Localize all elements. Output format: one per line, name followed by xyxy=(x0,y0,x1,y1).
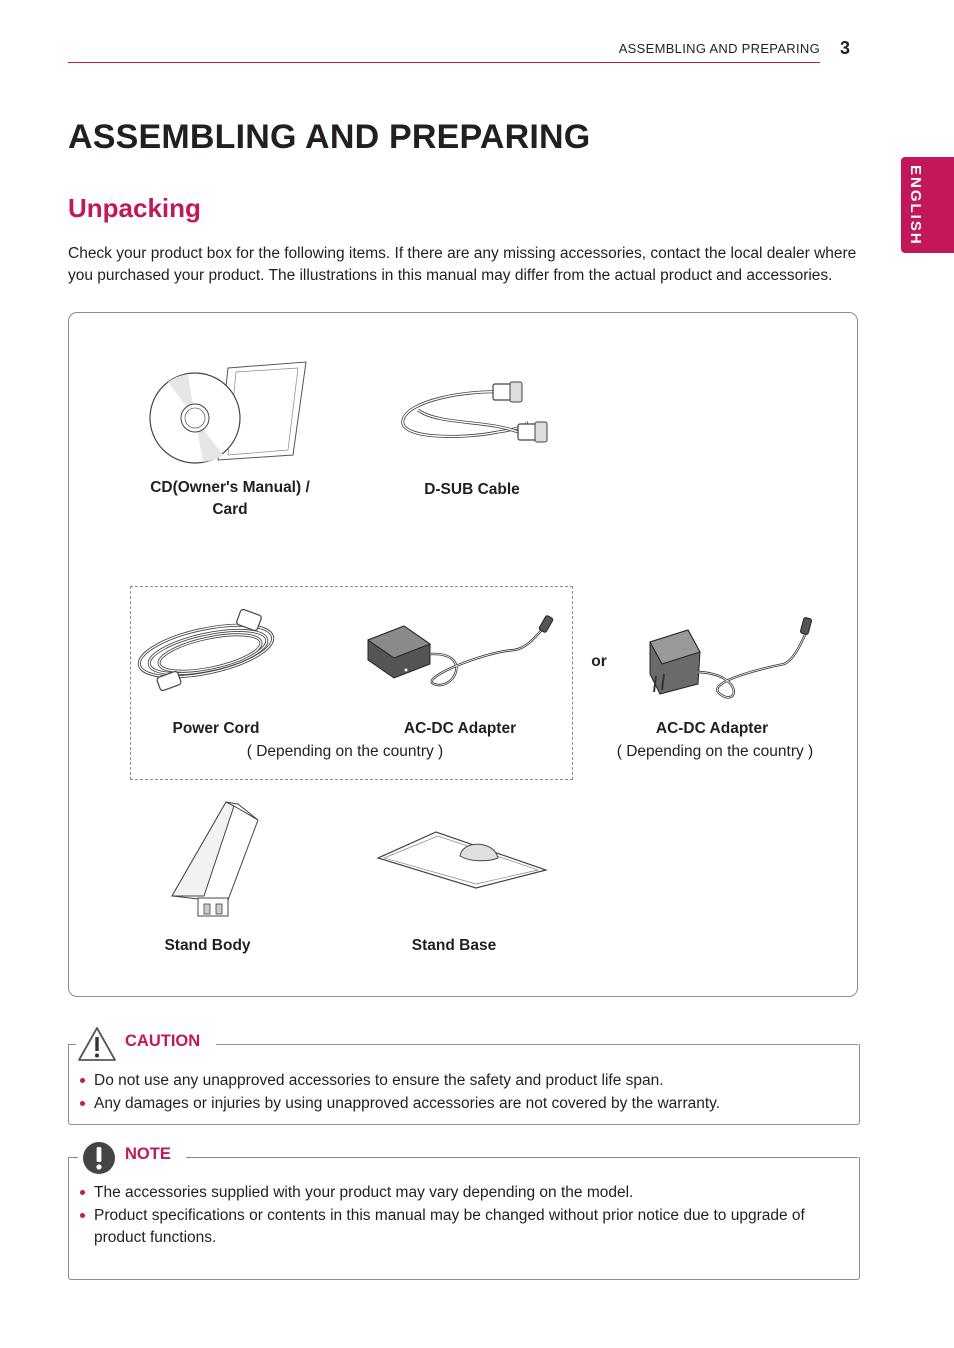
or-label: or xyxy=(591,653,607,670)
cd-label: CD(Owner's Manual) / Card xyxy=(150,479,310,518)
section-title: Unpacking xyxy=(68,193,201,223)
stand-base-label: Stand Base xyxy=(411,937,497,954)
stand-base-illustration xyxy=(376,828,548,890)
language-tab-label: ENGLISH xyxy=(907,165,924,246)
note-heading: NOTE xyxy=(125,1145,171,1163)
header-rule xyxy=(68,62,820,63)
power-cord-illustration xyxy=(136,606,280,696)
warning-triangle-icon xyxy=(77,1026,117,1062)
language-tab xyxy=(901,157,954,253)
power-cord-label: Power Cord xyxy=(172,720,260,737)
exclamation-icon xyxy=(82,1141,116,1175)
stand-body-label: Stand Body xyxy=(164,937,251,954)
note-item: Product specifications or contents in this manual may be changed without prior notice due to upgrade of product functions. xyxy=(68,1205,848,1250)
adapter2-label: AC-DC Adapter xyxy=(655,720,769,737)
adapter-wallplug-illustration xyxy=(644,612,828,702)
running-header: ASSEMBLING AND PREPARING xyxy=(618,41,820,56)
note-rule xyxy=(186,1157,858,1158)
caution-item: Do not use any unapproved accessories to ensure the safety and product life span. xyxy=(68,1070,848,1093)
stand-body-illustration xyxy=(168,800,264,922)
caution-rule xyxy=(216,1044,858,1045)
adapter-brick-illustration xyxy=(364,612,560,692)
caution-rule-left xyxy=(68,1044,76,1045)
caution-item: Any damages or injuries by using unapproved accessories are not covered by the warranty. xyxy=(68,1093,848,1116)
page-number: 3 xyxy=(840,38,851,58)
adapter1-label: AC-DC Adapter xyxy=(403,720,517,737)
dsub-cable-illustration xyxy=(398,380,550,455)
cd-card-illustration xyxy=(148,360,313,470)
adapter1-note: ( Depending on the country ) xyxy=(246,743,444,760)
caution-list xyxy=(68,1070,848,1115)
dsub-label: D-SUB Cable xyxy=(424,481,520,498)
adapter2-note: ( Depending on the country ) xyxy=(616,743,814,760)
note-item: The accessories supplied with your product may vary depending on the model. xyxy=(68,1182,848,1205)
page-title: ASSEMBLING AND PREPARING xyxy=(68,118,591,156)
intro-paragraph: Check your product box for the following items. If there are any missing accessories, contact the local dealer where you purchased your product. The illustrations in this manual may differ from the actual product and accessories. xyxy=(68,245,857,284)
note-list xyxy=(68,1182,848,1250)
note-rule-left xyxy=(68,1157,78,1158)
caution-heading: CAUTION xyxy=(125,1032,201,1050)
